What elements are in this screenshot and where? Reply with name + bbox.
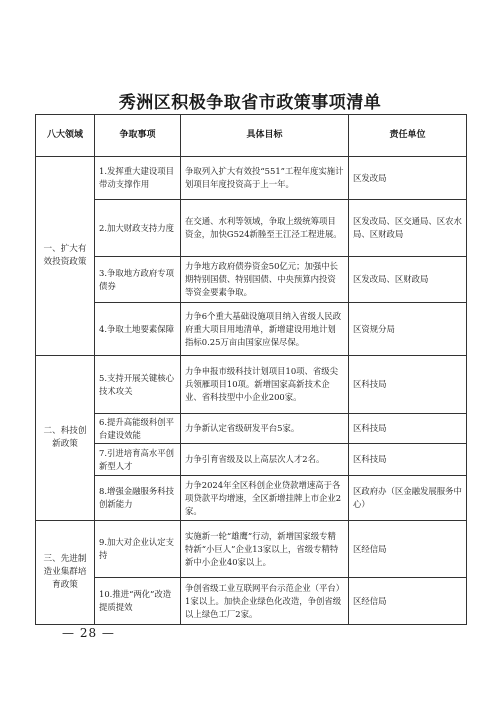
unit-cell: 区经信局	[349, 521, 467, 578]
table-row	[36, 303, 467, 356]
table-row	[36, 356, 467, 414]
item-cell: 8.增强金融服务科技创新能力	[95, 476, 181, 521]
goal-cell: 力争新认定省级研发平台5家。	[181, 414, 349, 444]
table-row	[36, 444, 467, 476]
header-goal: 具体目标	[181, 115, 349, 157]
item-cell: 6.提升高能级科创平台建设效能	[95, 414, 181, 444]
unit-cell: 区科技局	[349, 414, 467, 444]
unit-cell: 区科技局	[349, 444, 467, 476]
item-cell: 3.争取地方政府专项债券	[95, 257, 181, 303]
item-cell: 4.争取土地要素保障	[95, 303, 181, 356]
table-row	[36, 476, 467, 521]
table-row	[36, 578, 467, 625]
unit-cell: 区经信局	[349, 578, 467, 625]
goal-cell: 力争地方政府债券资金50亿元；加强中长期特别国债、特别国债、中央预算内投资等资金要素争取。	[181, 257, 349, 303]
unit-cell: 区科技局	[349, 356, 467, 414]
unit-cell: 区发改局、区交通局、区农水局、区财政局	[349, 200, 467, 257]
page-number: — 28 —	[62, 626, 115, 640]
goal-cell: 争取列入扩大有效投“551”工程年度实施计划项目年度投资高于上一年。	[181, 157, 349, 200]
unit-cell: 区政府办（区金融发展服务中心）	[349, 476, 467, 521]
page-title: 秀洲区积极争取省市政策事项清单	[118, 93, 382, 113]
table-header-row	[36, 115, 467, 157]
table-row	[36, 521, 467, 578]
header-field: 八大领域	[36, 115, 95, 157]
item-cell: 2.加大财政支持力度	[95, 200, 181, 257]
table-row	[36, 257, 467, 303]
unit-cell: 区资规分局	[349, 303, 467, 356]
item-cell: 5.支持开展关键核心技术攻关	[95, 356, 181, 414]
unit-cell: 区发改局、区财政局	[349, 257, 467, 303]
header-unit: 责任单位	[349, 115, 467, 157]
goal-cell: 实施新一轮“雄鹰”行动，新增国家级专精特新“小巨人”企业13家以上，省级专精特新中小企业40家以上。	[181, 521, 349, 578]
goal-cell: 力争申报市级科技计划项目10项、省级尖兵领雁项目10项。新增国家高新技术企业、省科技型中小企业200家。	[181, 356, 349, 414]
unit-cell: 区发改局	[349, 157, 467, 200]
table-row	[36, 200, 467, 257]
goal-cell: 在交通、水利等领域，争取上级统筹项目资金，加快G524新塍至王江泾工程进展。	[181, 200, 349, 257]
policy-table	[35, 114, 467, 625]
goal-cell: 力争6个重大基础设施项目纳入省级人民政府重大项目用地清单，新增建设用地计划指标0.25万亩由国家应保尽保。	[181, 303, 349, 356]
item-cell: 1.发挥重大建设项目带动支撑作用	[95, 157, 181, 200]
item-cell: 7.引进培育高水平创新型人才	[95, 444, 181, 476]
table-row	[36, 414, 467, 444]
goal-cell: 争创省级工业互联网平台示范企业（平台）1家以上。加快企业绿色化改造，争创省级以上绿色工厂2家。	[181, 578, 349, 625]
field-cell: 一、扩大有效投资政策	[36, 157, 95, 356]
goal-cell: 力争引育省级及以上高层次人才2名。	[181, 444, 349, 476]
field-cell: 三、先进制造业集群培育政策	[36, 521, 95, 625]
item-cell: 9.加大对企业认定支持	[95, 521, 181, 578]
header-item: 争取事项	[95, 115, 181, 157]
table-row	[36, 157, 467, 200]
item-cell: 10.推进“两化”改造提质提效	[95, 578, 181, 625]
field-cell: 二、科技创新政策	[36, 356, 95, 521]
goal-cell: 力争2024年全区科创企业贷款增速高于各项贷款平均增速，全区新增挂牌上市企业2家。	[181, 476, 349, 521]
